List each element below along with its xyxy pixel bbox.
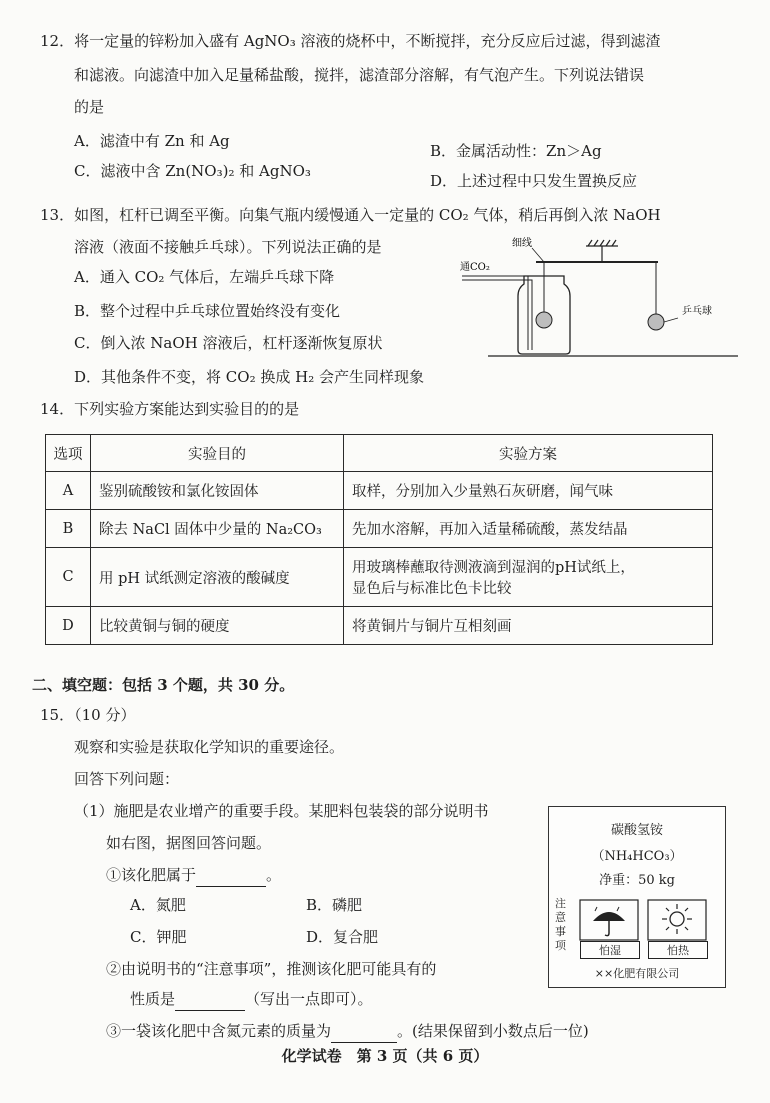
row-goal: 鉴别硫酸铵和氯化铵固体	[91, 472, 344, 510]
page-footer: 化学试卷 第 3 页（共 6 页）	[281, 1047, 489, 1065]
table-row	[46, 510, 713, 548]
q15-sub2-line-1: ②由说明书的“注意事项”，推测该化肥可能具有的	[106, 960, 437, 978]
table-row	[46, 548, 713, 607]
q14-table	[45, 434, 713, 645]
header-plan: 实验方案	[344, 435, 713, 472]
row-goal: 比较黄铜与铜的硬度	[91, 607, 344, 645]
row-option: C	[46, 548, 91, 607]
q12-option-b: B．金属活动性：Zn＞Ag	[430, 142, 602, 160]
q13-line-1: 13．如图，杠杆已调至平衡。向集气瓶内缓慢通入一定量的 CO₂ 气体，稍后再倒入浓 NaOH	[40, 206, 661, 224]
header-goal: 实验目的	[91, 435, 344, 472]
q12-line-3: 的是	[74, 98, 105, 116]
row-plan-line-2: 显色后与标准比色卡比较	[352, 581, 512, 597]
q15-prompt: 回答下列问题：	[74, 770, 180, 788]
q14-stem: 14．下列实验方案能达到实验目的的是	[40, 400, 300, 418]
q15-head: 15．（10 分）	[40, 706, 136, 724]
table-header-row	[46, 435, 713, 472]
row-plan	[344, 548, 713, 607]
q12-line-2: 和滤液。向滤渣中加入足量稀盐酸，搅拌，滤渣部分溶解，有气泡产生。下列说法错误	[74, 66, 645, 84]
q13-option-c: C．倒入浓 NaOH 溶液后，杠杆逐渐恢复原状	[74, 334, 383, 352]
q15-option-a: A．氮肥	[130, 896, 186, 914]
label-formula: （NH₄HCO₃）	[591, 849, 683, 864]
q15-part1-line-1: （1）施肥是农业增产的重要手段。某肥料包装袋的部分说明书	[74, 802, 489, 820]
q13-option-d: D．其他条件不变，将 CO₂ 换成 H₂ 会产生同样现象	[74, 368, 424, 386]
row-goal: 用 pH 试纸测定溶液的酸碱度	[91, 548, 344, 607]
label-ball: 乒乓球	[682, 306, 712, 317]
q15-sub2-line-2	[130, 988, 373, 1011]
label-inlet: 通CO₂	[460, 262, 490, 273]
answer-blank-3[interactable]	[331, 1020, 397, 1043]
ceiling-mount	[586, 240, 618, 262]
q13-line-2: 溶液（液面不接触乒乓球）。下列说法正确的是	[74, 238, 382, 256]
icon-label-wet: 怕湿	[580, 941, 640, 959]
row-goal: 除去 NaCl 固体中少量的 Na₂CO₃	[91, 510, 344, 548]
q15-sub1	[106, 864, 281, 887]
answer-blank-1[interactable]	[196, 864, 266, 887]
q15-sub1-end: 。	[266, 866, 282, 884]
q12-option-c: C．滤液中含 Zn(NO₃)₂ 和 AgNO₃	[74, 162, 311, 180]
q15-sub1-text: ①该化肥属于	[106, 866, 197, 884]
row-plan: 先加水溶解，再加入适量稀硫酸，蒸发结晶	[344, 510, 713, 548]
header-option: 选项	[46, 435, 91, 472]
row-plan: 将黄铜片与铜片互相刻画	[344, 607, 713, 645]
label-wire: 细线	[512, 238, 532, 249]
q13-option-a: A．通入 CO₂ 气体后，左端乒乓球下降	[74, 268, 335, 286]
row-option: D	[46, 607, 91, 645]
label-notice: 注意事项	[555, 897, 566, 952]
left-ball	[536, 312, 552, 328]
section-2-title: 二、填空题：包括 3 个题，共 30 分。	[32, 676, 295, 694]
fertilizer-label	[548, 806, 726, 988]
q15-intro: 观察和实验是获取化学知识的重要途径。	[74, 738, 345, 756]
q15-sub3-hint: 。(结果保留到小数点后一位)	[397, 1022, 589, 1040]
label-weight: 净重：50 kg	[599, 873, 675, 888]
q12-option-a: A．滤渣中有 Zn 和 Ag	[74, 132, 230, 150]
answer-blank-2[interactable]	[175, 988, 245, 1011]
q15-sub3-text: ③一袋该化肥中含氮元素的质量为	[106, 1022, 332, 1040]
icon-label-heat: 怕热	[648, 941, 708, 959]
right-ball	[648, 314, 664, 330]
label-company: ××化肥有限公司	[594, 967, 680, 980]
q15-sub3	[106, 1020, 589, 1043]
row-option: A	[46, 472, 91, 510]
q15-sub2-hint: （写出一点即可）。	[245, 990, 373, 1008]
q15-part1-line-2: 如右图，据图回答问题。	[106, 834, 272, 852]
row-option: B	[46, 510, 91, 548]
q15-option-b: B．磷肥	[306, 896, 363, 914]
q12-line-1: 12．将一定量的锌粉加入盛有 AgNO₃ 溶液的烧杯中，不断搅拌，充分反应后过滤，得到滤渣	[40, 32, 661, 50]
q15-option-d: D．复合肥	[306, 928, 379, 946]
q15-sub2-text: 性质是	[130, 990, 176, 1008]
lever-apparatus-figure	[458, 232, 748, 362]
q12-option-d: D．上述过程中只发生置换反应	[430, 172, 638, 190]
q15-option-c: C．钾肥	[130, 928, 187, 946]
label-name: 碳酸氢铵	[610, 823, 663, 838]
table-row	[46, 472, 713, 510]
row-plan: 取样，分别加入少量熟石灰研磨，闻气味	[344, 472, 713, 510]
table-row	[46, 607, 713, 645]
row-plan-line-1: 用玻璃棒蘸取待测液滴到湿润的pH试纸上，	[352, 560, 635, 576]
q13-option-b: B．整个过程中乒乓球位置始终没有变化	[74, 302, 341, 320]
